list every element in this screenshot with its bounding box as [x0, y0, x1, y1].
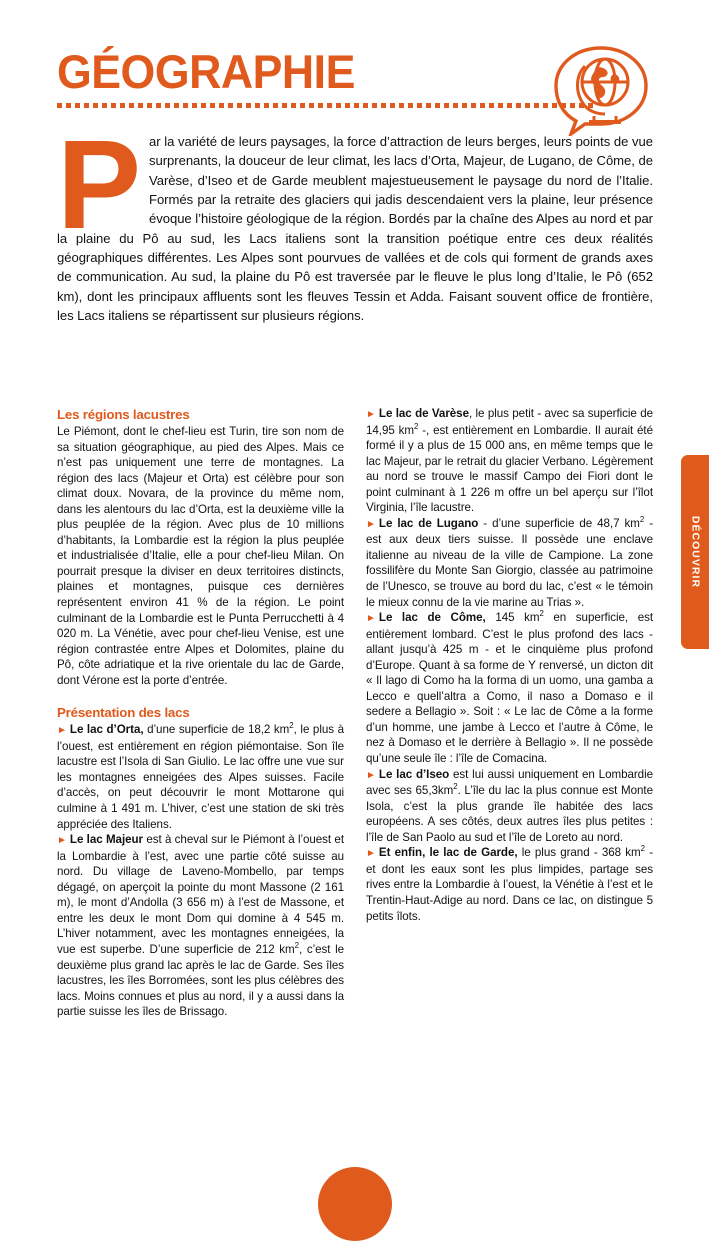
page-footer [0, 1159, 709, 1211]
lake-entry-orta [57, 722, 344, 832]
lake-text-before: est lui aussi uniquement en Lombardie avec ses 65,3km [366, 767, 653, 798]
footer-arc-decoration [318, 1167, 392, 1241]
bullet-arrow-icon: ► [366, 769, 376, 781]
lake-text-before: - d’une superficie de 48,7 km [478, 516, 640, 530]
page-title: GÉOGRAPHIE [57, 45, 355, 98]
lake-text-after: , c’est le deuxième plus grand lac après le lac de Garde. Ses îles lacustres, les îles Borromées, sont les plus célèbres des lacs. Moins connues et plus au nord, il y a aussi dans la partie suisse les îles de Brissago. [57, 942, 345, 1019]
lake-text-after: -, est entièrement en Lombardie. Il aurait été formé il y a plus de 15 000 ans, en même temps que le lac Majeur, par le retrait du glacier Verbano. Légèrement au nord se trouve le massif Campo dei Fiori dont le point culminant à 1 226 m offre un bel aperçu sur l’îlot Virginia, l’île lacustre. [366, 423, 653, 515]
section-heading-presentation: Présentation des lacs [57, 705, 190, 721]
lake-name: Et enfin, le lac de Garde, [378, 846, 518, 860]
dotted-divider [57, 103, 593, 108]
side-tab-decouvrir[interactable] [681, 455, 709, 649]
lake-superscript: 2 [639, 514, 645, 524]
lake-text-before: le plus grand - 368 km [517, 846, 641, 860]
bullet-arrow-icon: ► [366, 409, 376, 420]
lake-entry-majeur [57, 832, 344, 1020]
page-header [57, 46, 653, 118]
lake-text-before: 145 km [485, 611, 540, 625]
column-right [366, 406, 653, 924]
lake-superscript: 2 [640, 844, 645, 854]
lake-name: Le lac de Côme, [378, 611, 486, 625]
intro-body: ar la variété de leurs paysages, la force d’attraction de leurs berges, leurs points de vue surprenants, la douceur de leur climat, les lacs d’Orta, Majeur, de Lugano, de Côme, de Varèse, d’Iseo et de Garde meublent majestueusement le paysage du nord de l’Italie. Formés par la retraite des glaciers qui jadis descendaient vers la plaine, leur présence évoque l’histoire géologique de la région. Bordés par la chaîne des Alpes au nord et par la plaine du Pô au sud, les Lacs italiens sont la transition poétique entre ces deux réalités géographiques différentes. Les Alpes sont pourvues de vallées et de cols qui forment de grands axes de communication. Au sud, la plaine du Pô est traversée par le fleuve le plus long d’Italie, le Pô (652 km), dont les principaux affluents sont les fleuves Tessin et Adda. Faisant souvent office de frontière, les Lacs italiens se répartissent sur plusieurs régions. [57, 134, 653, 324]
lake-superscript: 2 [453, 782, 458, 792]
lake-name: Le lac Majeur [69, 833, 144, 847]
section-body-regions: Le Piémont, dont le chef-lieu est Turin, tire son nom de sa situation géographique, au pied des Alpes. Mais ce n’est pas uniquement une terre de montagnes. La région des lacs (Majeur et Orta) est célèbre pour son climat doux. Novara, de la province du même nom, dans les alentours du lac d’Orta, est la deuxième ville la plus peuplée de la région. Avec plus de 10 millions d’habitants, la Lombardie est la région la plus peuplée et industrialisée d’Italie, elle a pour chef-lieu Milan. On pourrait presque la diviser en deux territoires distincts, plaines et montagnes, puisque ces dernières représentent environ 41 % de la région. Le point culminant de la Lombardie est le Punta Perrucchetti à 4 020 m. La Vénétie, avec pour chef-lieu Venise, est une région contrastée entre Alpes et Dolomites, plaine du Pô, côte adriatique et la rive orientale du lac de Garde, dont Vérone est la porte d’entrée. [57, 425, 344, 687]
lake-superscript: 2 [539, 609, 544, 619]
lake-entry-come [366, 610, 653, 766]
lake-text-before: d’une superficie de 18,2 km [143, 723, 290, 737]
side-tab-label: DÉCOUVRIR [689, 515, 701, 589]
lake-entry-garde [366, 845, 653, 924]
section-heading-regions: Les régions lacustres [57, 407, 190, 422]
lake-superscript: 2 [289, 721, 294, 731]
lake-text-after: . L’île du lac la plus connue est Monte Isola, c’est la plus grande île habitée des lacs européens. A ses côtés, deux autres îles plus petites : l’île de San Paolo au sud et l’île de Loreto au nord. [366, 784, 653, 844]
lake-text-after: - et dont les eaux sont les plus limpides, partage ses rives entre la Lombardie à l’ouest, la Vénétie à l’est et le Trentin-Haut-Adige au nord. Dans ce lac, on distingue 5 petits îlots. [366, 846, 654, 923]
lake-text-after: - est aux deux tiers suisse. Il possède une enclave italienne au niveau de la ville de Campione. La zone fossilifère du Monte San Giorgio, classée au patrimoine de l’Unesco, se trouve au bord du lac, c’est « le témoin le mieux connu de la vie marine au Trias ». [366, 516, 654, 609]
lake-text-after: en superficie, est entièrement lombard. C’est le plus profond des lacs - allant jusqu’à 425 m - et le cinquième plus profond d’Europe. Quant à sa forme de Y renversé, un dicton dit « Il lago di Como ha la forma di un uomo, una gamba a Lecco e quell’altra a Como, il naso a Domaso e il sedere a Bellagio ». Soit : « Le lac de Côme a la forme d’un homme, une jambe à Lecco et l’autre à Côme, le nez à Domaso et le derrière à Bellagio ». Il ne possède qu’une seule île : l’île de Comacina. [366, 611, 654, 766]
column-left [57, 406, 344, 1020]
lake-superscript: 2 [294, 941, 300, 951]
bullet-arrow-icon: ► [57, 725, 67, 737]
lake-name: Le lac d’Iseo [378, 767, 450, 781]
bullet-arrow-icon: ► [366, 848, 376, 860]
globe-speech-bubble-icon [549, 42, 653, 136]
lake-entry-lugano [366, 516, 653, 610]
lake-entry-iseo [366, 767, 653, 846]
lake-entry-varese [366, 406, 653, 516]
bullet-arrow-icon: ► [366, 518, 376, 530]
lake-name: Le lac de Lugano [378, 516, 479, 530]
lake-text-before: est à cheval sur le Piémont à l’ouest et la Lombardie à l’est, avec une partie côté suisse au nord. Du village de Laveno-Mombello, par temps dégagé, on aperçoit la pointe du mont Massone (2 161 m), le mont d’Andolla (3 656 m) à l’est de Massone, et entre les deux le mont Dom qui domine à 4 545 m. L’hiver notamment, avec les montagnes enneigées, la vue est superbe. D’une superficie de 212 km [57, 833, 344, 956]
lake-text-before: , le plus petit - avec sa superficie de 14,95 km [366, 407, 654, 437]
lake-superscript: 2 [414, 421, 419, 431]
bullet-arrow-icon: ► [366, 613, 376, 625]
lake-text-after: , le plus à l’ouest, est entièrement en région piémontaise. Son île lacustre est l’Isola di San Giulio. Le lac offre une vue sur les montagnes enneigées des Alpes suisses. Facile d’accès, on peut découvrir le mont Mottarone qui culmine à 1 491 m. L’hiver, c’est une station de ski très appréciée des Italiens. [57, 723, 345, 831]
drop-cap: P [57, 114, 141, 255]
bullet-arrow-icon: ► [57, 835, 67, 847]
intro-paragraph [57, 114, 653, 325]
lake-name: Le lac de Varèse [378, 407, 469, 420]
lake-name: Le lac d’Orta, [69, 723, 144, 737]
